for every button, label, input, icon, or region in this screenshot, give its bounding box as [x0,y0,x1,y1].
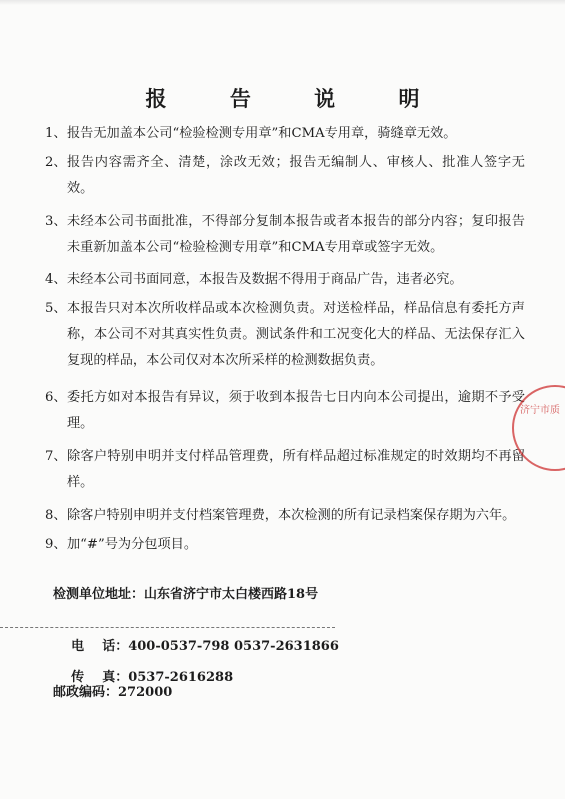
item-number: 3、 [45,214,67,229]
fax-label: 传 真： [71,670,129,685]
list-item [45,444,525,496]
scan-edge [0,0,565,5]
item-number: 8、 [45,508,67,523]
list-item [45,150,525,202]
postcode-label: 邮政编码： [53,685,119,700]
item-number: 5、 [45,301,67,316]
item-text: 报告无加盖本公司“检验检测专用章”和CMA专用章，骑缝章无效。 [67,126,457,141]
postcode-value: 272000 [118,685,173,700]
list-item [45,267,525,293]
phone-label: 电 话： [71,639,129,654]
item-text: 加“#”号为分包项目。 [67,537,198,552]
item-number: 4、 [45,272,67,287]
seal-text: 济宁市质 [520,405,560,416]
item-text: 委托方如对本报告有异议，须于收到本报告七日内向本公司提出，逾期不予受理。 [67,390,525,431]
item-text: 除客户特别申明并支付样品管理费，所有样品超过标准规定的时效期均不再留样。 [67,449,525,490]
list-item [45,532,525,558]
list-item [45,209,525,261]
item-text: 本报告只对本次所收样品或本次检测负责。对送检样品，样品信息有委托方声称，本公司不对其真实性负责。测试条件和工况变化大的样品、无法保存汇入复现的样品，本公司仅对本次所采样的检测数据负责。 [67,301,525,368]
list-item [45,503,525,529]
list-item [45,296,525,374]
address-label: 检测单位地址： [53,587,145,602]
item-number: 7、 [45,449,67,464]
item-text: 未经本公司书面批准，不得部分复制本报告或者本报告的部分内容；复印报告未重新加盖本公司“检验检测专用章”和CMA专用章或签字无效。 [67,214,525,255]
item-number: 1、 [45,126,67,141]
page-title: 报 告 说 明 [145,86,448,111]
item-text: 除客户特别申明并支付档案管理费，本次检测的所有记录档案保存期为六年。 [67,508,516,523]
item-number: 6、 [45,390,67,405]
list-item [45,121,525,147]
address-line [53,583,318,602]
fax-value: 0537-2616288 [128,670,234,685]
list-item [45,385,525,437]
item-text: 未经本公司书面同意，本报告及数据不得用于商品广告，违者必究。 [67,272,463,287]
address-value: 山东省济宁市太白楼西路18号 [144,587,319,602]
phone-value: 400-0537-798 0537-2631866 [128,639,339,654]
item-number: 9、 [45,537,67,552]
item-text: 报告内容需齐全、清楚，涂改无效；报告无编制人、审核人、批准人签字无效。 [67,155,525,196]
postcode-line [53,681,172,700]
item-number: 2、 [45,155,67,170]
